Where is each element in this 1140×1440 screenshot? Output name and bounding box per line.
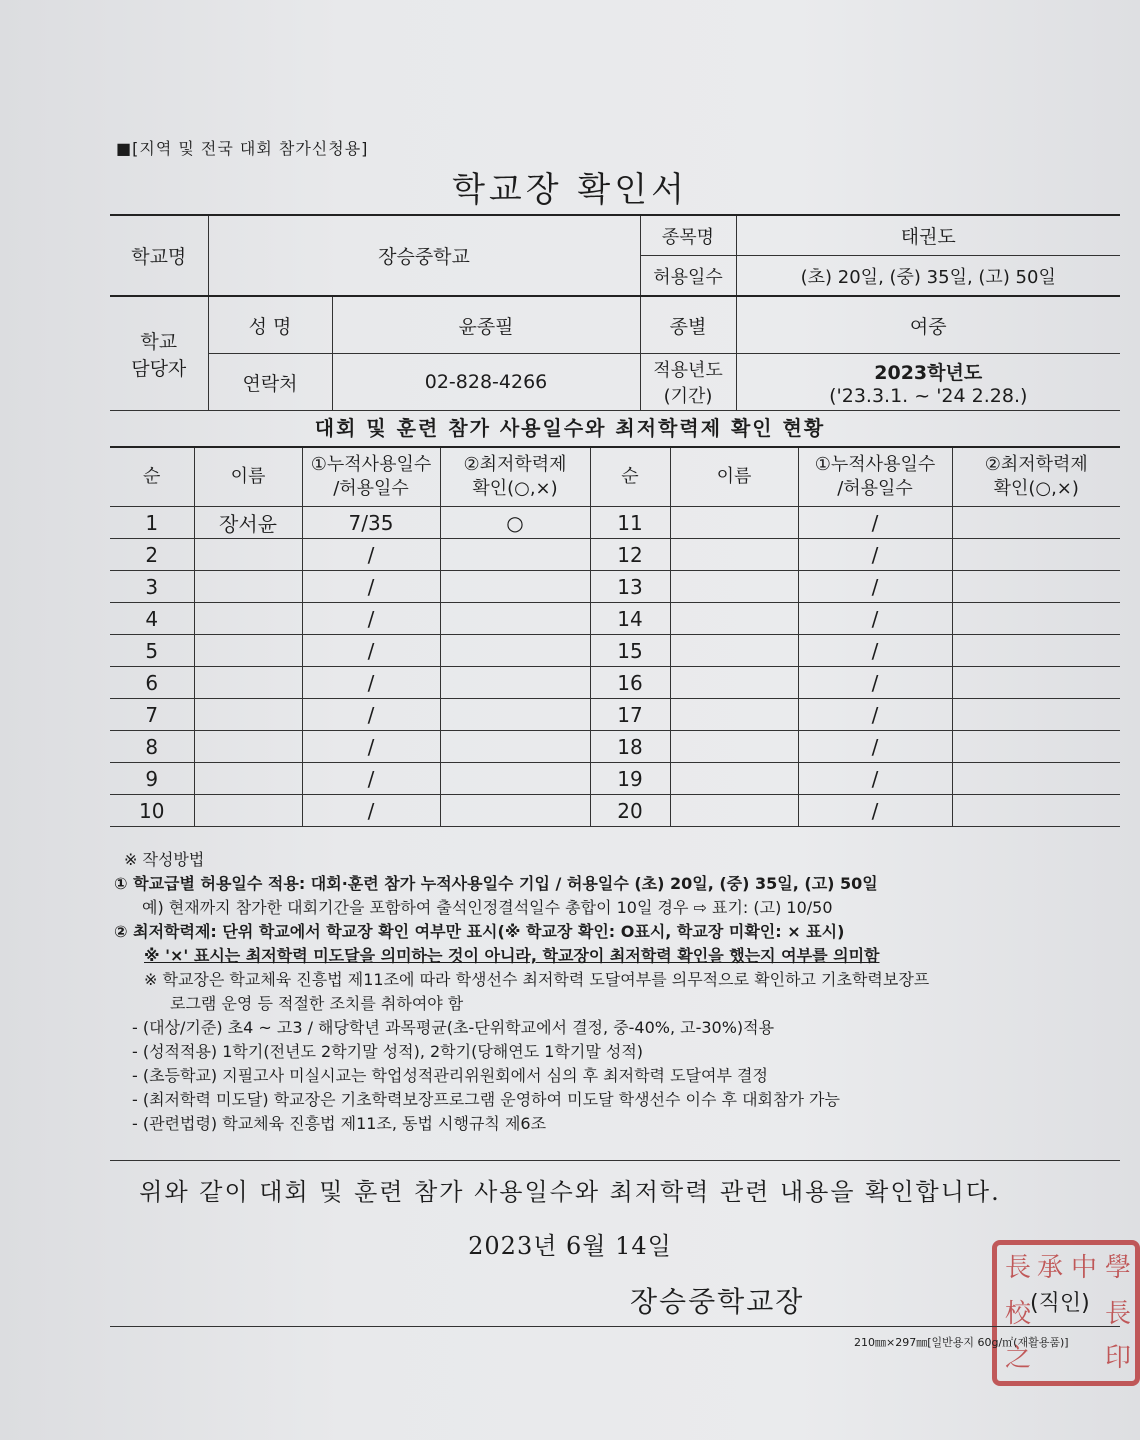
category-value: 여중 (736, 296, 1120, 354)
instruction-2-note-b2: 로그램 운영 등 적절한 조치를 취하여야 함 (170, 994, 464, 1013)
school-info-table (110, 214, 1120, 411)
academic-check-cell (440, 699, 590, 731)
used-days-cell: / (302, 795, 440, 827)
official-seal-stamp: 長 承 中 學 校 長 之 印 (992, 1240, 1140, 1386)
row-number: 8 (110, 731, 194, 763)
academic-check-cell (952, 699, 1120, 731)
table-row (110, 731, 1120, 763)
academic-check-cell (440, 635, 590, 667)
instruction-1: ① 학교급별 허용일수 적용: 대회·훈련 참가 누적사용일수 기입 / 허용일수 (초) 20일, (중) 35일, (고) 50일 (114, 874, 878, 893)
used-days-cell: / (302, 603, 440, 635)
paper-size-note: 210㎜×297㎜[일반용지 60g/㎡(재활용품)] (854, 1336, 1069, 1349)
table-row (110, 763, 1120, 795)
academic-check-cell (952, 763, 1120, 795)
col-days-header-line2: /허용일수 (333, 478, 409, 499)
usage-status-table (110, 446, 1120, 827)
athlete-name-cell (670, 795, 798, 827)
used-days-cell: / (798, 699, 952, 731)
year-label (640, 354, 736, 411)
instruction-1-example: 예) 현재까지 참가한 대회기간을 포함하여 출석인정결석일수 총합이 10일 경우 ⇨ 표기: (고) 10/50 (142, 898, 833, 917)
athlete-name-cell (194, 763, 302, 795)
col-no-header: 순 (110, 447, 194, 507)
col-days2-header-line2: /허용일수 (837, 478, 913, 499)
detail-4: - (최저학력 미도달) 학교장은 기초학력보장프로그램 운영하여 미도달 학생선수 이수 후 대회참가 가능 (132, 1090, 840, 1109)
detail-1: - (대상/기준) 초4 ~ 고3 / 해당학년 과목평균(초-단위학교에서 결정, 중-40%, 고-30%)적용 (132, 1018, 775, 1037)
athlete-name-cell (670, 731, 798, 763)
athlete-name-cell (670, 603, 798, 635)
status-section-title: 대회 및 훈련 참가 사용일수와 최저학력제 확인 현황 (314, 416, 826, 440)
instruction-2-note-a: ※ '×' 표시는 최저학력 미도달을 의미하는 것이 아니라, 학교장이 최저학력 확인을 했는지 여부를 의미함 (144, 946, 880, 965)
manager-label (110, 296, 208, 411)
row-number: 5 (110, 635, 194, 667)
academic-check-cell (952, 571, 1120, 603)
academic-check-cell (952, 731, 1120, 763)
academic-check-cell (440, 603, 590, 635)
instructions-heading: ※ 작성방법 (124, 850, 205, 869)
year-value-line2: ('23.3.1. ~ '24 2.28.) (829, 384, 1028, 407)
table-row (110, 667, 1120, 699)
athlete-name-cell (670, 571, 798, 603)
row-number: 15 (590, 635, 670, 667)
table-row (110, 539, 1120, 571)
used-days-cell: / (798, 731, 952, 763)
col-name-header: 이름 (194, 447, 302, 507)
row-number: 1 (110, 507, 194, 539)
detail-2: - (성적적용) 1학기(전년도 2학기말 성적), 2학기(당해연도 1학기말 성적) (132, 1042, 644, 1061)
col-days2-header-line1: ①누적사용일수 (814, 454, 936, 475)
year-value-line1: 2023학년도 (874, 361, 983, 384)
academic-check-cell (952, 539, 1120, 571)
row-number: 12 (590, 539, 670, 571)
category-label: 종별 (640, 296, 736, 354)
divider-top (110, 1160, 1120, 1161)
athlete-name-cell (670, 763, 798, 795)
manager-name-value: 윤종필 (332, 296, 640, 354)
manager-name-label: 성 명 (208, 296, 332, 354)
instructions (114, 848, 1124, 1136)
academic-check-cell (440, 571, 590, 603)
form-type-label: ■[지역 및 전국 대회 참가신청용] (116, 139, 369, 158)
issue-date: 2023년 6월 14일 (468, 1232, 672, 1260)
seal-label: (직인) (1030, 1291, 1090, 1316)
used-days-cell: / (798, 635, 952, 667)
document-title: 학교장 확인서 (452, 170, 688, 210)
academic-check-cell (952, 603, 1120, 635)
col-no2-header: 순 (590, 447, 670, 507)
col-check-header (440, 447, 590, 507)
event-label: 종목명 (640, 215, 736, 256)
col-days2-header (798, 447, 952, 507)
table-row (110, 603, 1120, 635)
athlete-name-cell (194, 539, 302, 571)
principal-title: 장승중학교장 (630, 1285, 805, 1318)
academic-check-cell (952, 795, 1120, 827)
row-number: 9 (110, 763, 194, 795)
table-row (110, 635, 1120, 667)
used-days-cell: 7/35 (302, 507, 440, 539)
athlete-name-cell: 장서윤 (194, 507, 302, 539)
school-name-label: 학교명 (110, 215, 208, 296)
confirmation-statement: 위와 같이 대회 및 훈련 참가 사용일수와 최저학력 관련 내용을 확인합니다. (139, 1178, 1001, 1206)
athlete-name-cell (670, 667, 798, 699)
instruction-2: ② 최저학력제: 단위 학교에서 학교장 확인 여부만 표시(※ 학교장 확인: O표시, 학교장 미확인: × 표시) (114, 922, 845, 941)
used-days-cell: / (302, 635, 440, 667)
row-number: 10 (110, 795, 194, 827)
athlete-name-cell (194, 635, 302, 667)
row-number: 11 (590, 507, 670, 539)
athlete-name-cell (194, 795, 302, 827)
athlete-name-cell (194, 699, 302, 731)
row-number: 2 (110, 539, 194, 571)
athlete-name-cell (194, 731, 302, 763)
used-days-cell: / (302, 699, 440, 731)
detail-3: - (초등학교) 지필고사 미실시교는 학업성적관리위원회에서 심의 후 최저학력 도달여부 결정 (132, 1066, 768, 1085)
row-number: 7 (110, 699, 194, 731)
row-number: 20 (590, 795, 670, 827)
contact-label: 연락처 (208, 354, 332, 411)
academic-check-cell (440, 539, 590, 571)
row-number: 16 (590, 667, 670, 699)
row-number: 3 (110, 571, 194, 603)
col-check-header-line2: 확인(○,×) (472, 478, 558, 499)
year-label-line2: (기간) (663, 386, 713, 407)
col-check-header-line1: ②최저학력제 (463, 454, 567, 475)
athlete-name-cell (194, 603, 302, 635)
athlete-name-cell (194, 571, 302, 603)
divider-bottom (110, 1326, 1120, 1327)
athlete-name-cell (670, 539, 798, 571)
row-number: 4 (110, 603, 194, 635)
academic-check-cell: ○ (440, 507, 590, 539)
used-days-cell: / (798, 571, 952, 603)
table-row (110, 571, 1120, 603)
academic-check-cell (952, 667, 1120, 699)
col-days-header-line1: ①누적사용일수 (310, 454, 432, 475)
used-days-cell: / (798, 763, 952, 795)
col-name2-header: 이름 (670, 447, 798, 507)
academic-check-cell (440, 731, 590, 763)
academic-check-cell (952, 507, 1120, 539)
col-check2-header-line1: ②최저학력제 (984, 454, 1088, 475)
school-name-value: 장승중학교 (208, 215, 640, 296)
used-days-cell: / (798, 507, 952, 539)
athlete-name-cell (670, 699, 798, 731)
used-days-cell: / (798, 667, 952, 699)
used-days-cell: / (302, 667, 440, 699)
contact-value: 02-828-4266 (332, 354, 640, 411)
academic-check-cell (440, 667, 590, 699)
academic-check-cell (440, 763, 590, 795)
year-label-line1: 적용년도 (653, 360, 723, 381)
used-days-cell: / (302, 763, 440, 795)
row-number: 14 (590, 603, 670, 635)
used-days-cell: / (798, 539, 952, 571)
manager-label-line2: 담당자 (131, 357, 187, 380)
allowed-days-label: 허용일수 (640, 256, 736, 297)
used-days-cell: / (302, 731, 440, 763)
used-days-cell: / (302, 539, 440, 571)
year-value (736, 354, 1120, 411)
col-check2-header (952, 447, 1120, 507)
row-number: 17 (590, 699, 670, 731)
row-number: 13 (590, 571, 670, 603)
table-row (110, 507, 1120, 539)
row-number: 6 (110, 667, 194, 699)
detail-5: - (관련법령) 학교체육 진흥법 제11조, 동법 시행규칙 제6조 (132, 1114, 547, 1133)
used-days-cell: / (302, 571, 440, 603)
row-number: 19 (590, 763, 670, 795)
instruction-2-note-b1: ※ 학교장은 학교체육 진흥법 제11조에 따라 학생선수 최저학력 도달여부를 의무적으로 확인하고 기초학력보장프 (144, 970, 930, 989)
athlete-name-cell (670, 635, 798, 667)
event-value: 태권도 (736, 215, 1120, 256)
table-row (110, 699, 1120, 731)
manager-label-line1: 학교 (140, 330, 178, 353)
academic-check-cell (440, 795, 590, 827)
row-number: 18 (590, 731, 670, 763)
athlete-name-cell (670, 507, 798, 539)
athlete-name-cell (194, 667, 302, 699)
col-days-header (302, 447, 440, 507)
table-row (110, 795, 1120, 827)
academic-check-cell (952, 635, 1120, 667)
col-check2-header-line2: 확인(○,×) (993, 478, 1079, 499)
used-days-cell: / (798, 795, 952, 827)
used-days-cell: / (798, 603, 952, 635)
allowed-days-value: (초) 20일, (중) 35일, (고) 50일 (736, 256, 1120, 297)
